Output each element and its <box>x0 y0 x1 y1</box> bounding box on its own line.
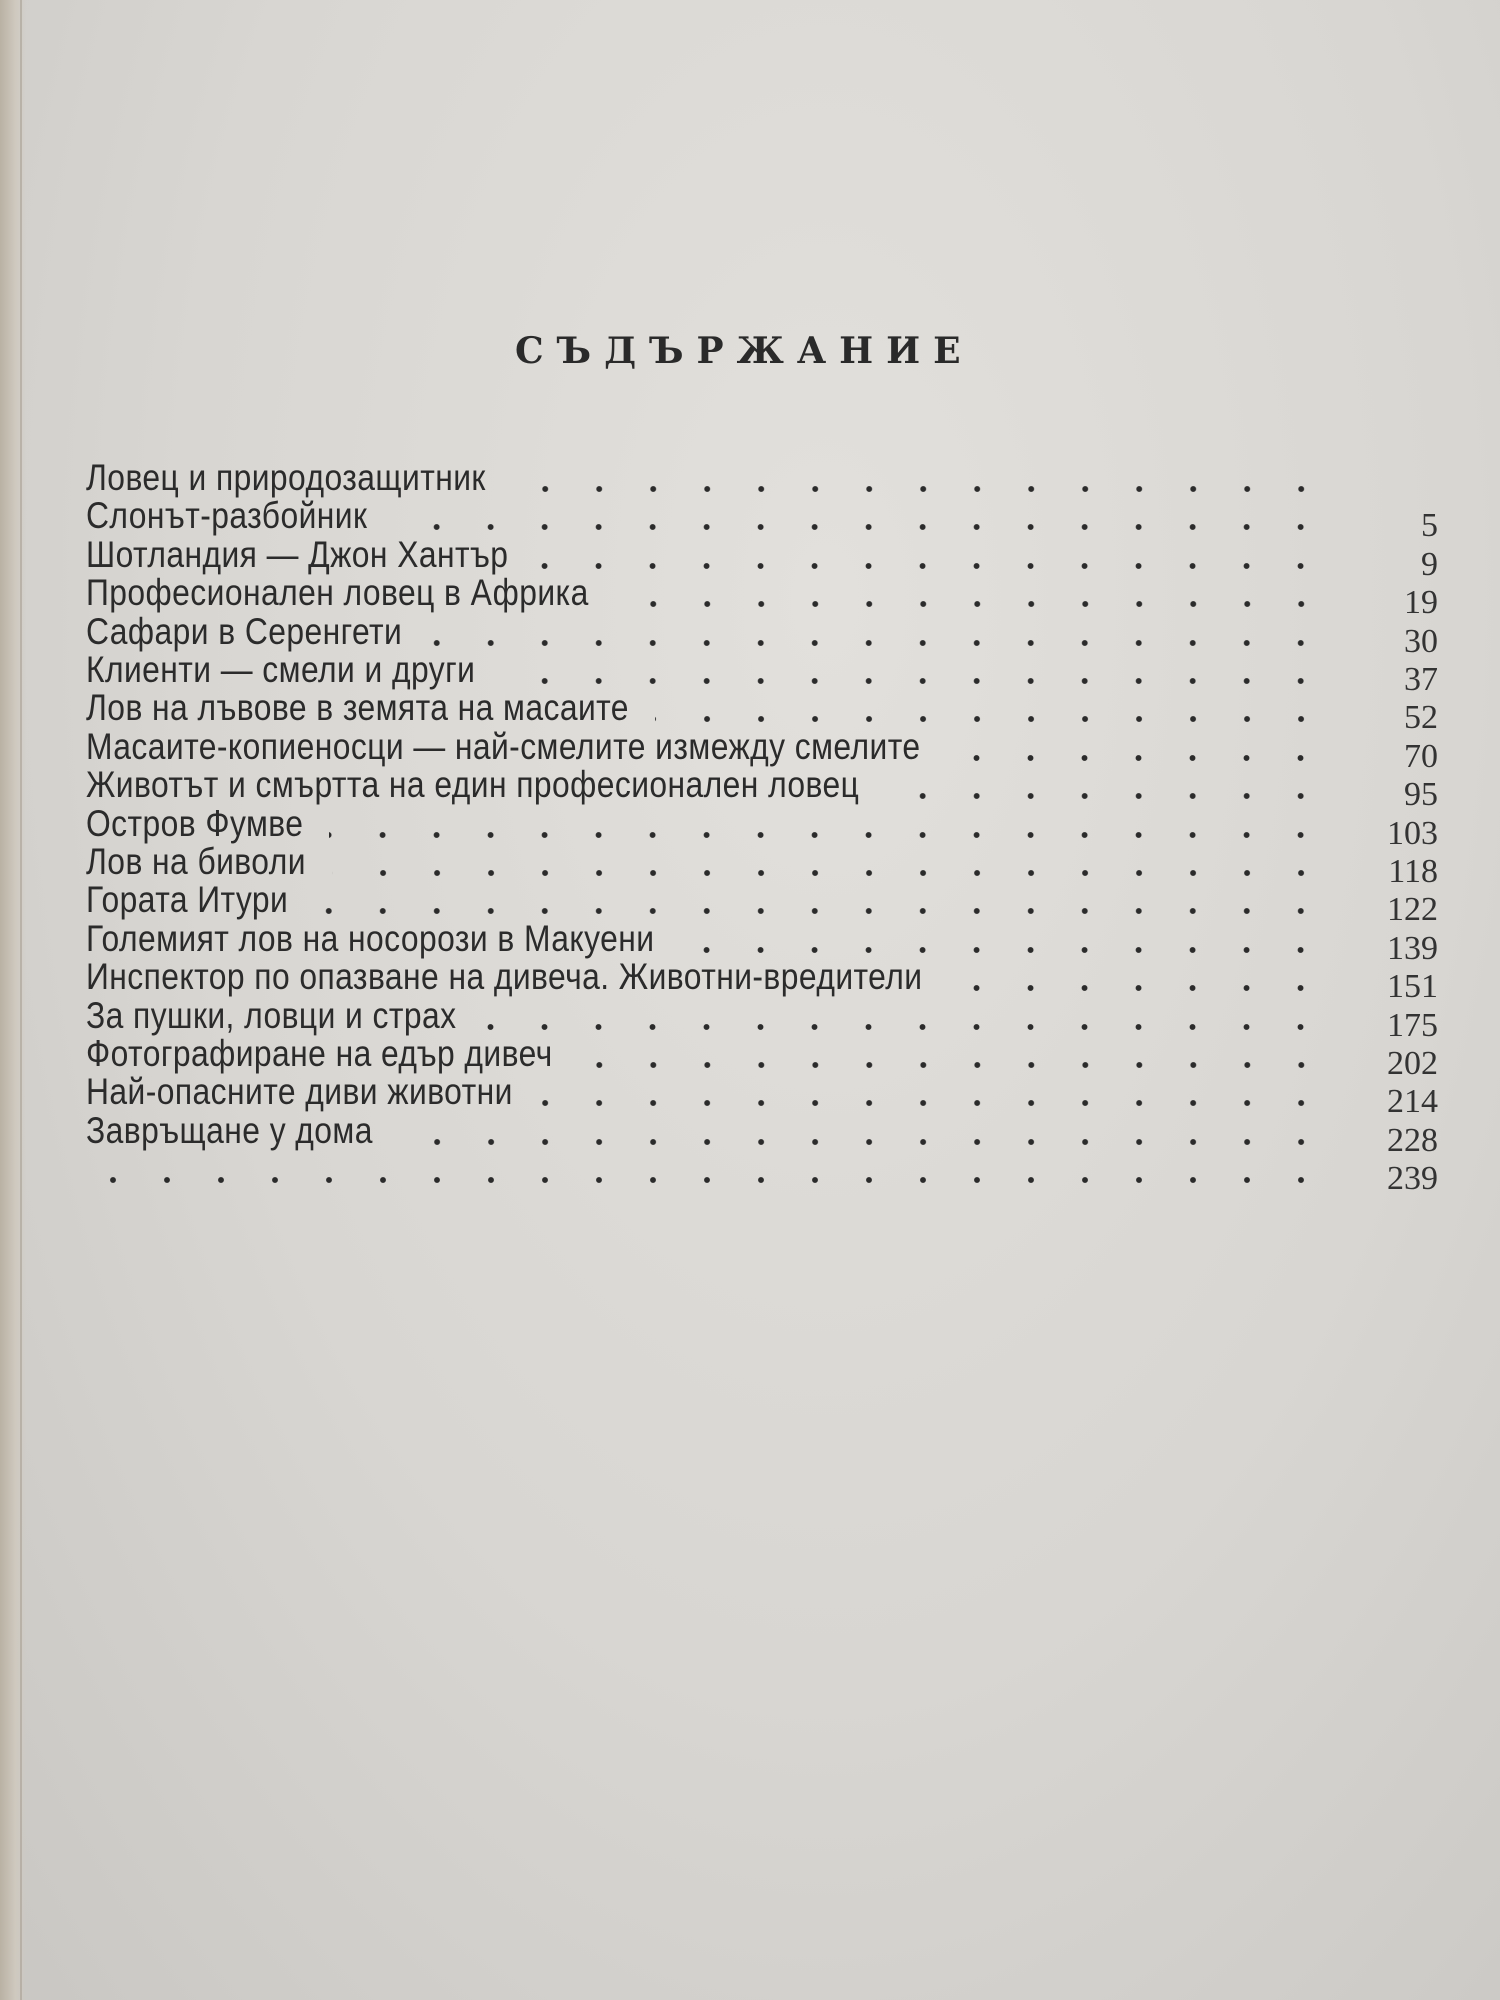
toc-entry <box>86 802 1438 852</box>
toc-dot-leader <box>539 1100 1328 1106</box>
toc-page-number: 37 <box>1404 661 1438 698</box>
toc-entry-title: Шотландия — Джон Хантър <box>86 533 509 575</box>
toc-entry <box>86 687 1438 737</box>
toc-entry-title: Слонът-разбойник <box>86 495 368 537</box>
toc-entry-title: Инспектор по опазване на дивеча. Животни-вредители <box>86 956 923 998</box>
toc-entry <box>86 1071 1438 1121</box>
toc-entry-title: Сафари в Серенгети <box>86 610 403 652</box>
toc-entry-title: Лов на лъвове в земята на масаите <box>86 687 629 729</box>
toc-page-number: 30 <box>1404 622 1438 660</box>
toc-entry <box>86 917 1438 967</box>
toc-dot-leader <box>393 524 1328 530</box>
toc-page-number: 95 <box>1404 776 1438 814</box>
toc-dot-leader <box>948 985 1328 991</box>
toc-page-number: 103 <box>1387 814 1438 852</box>
toc-page-number: 19 <box>1404 584 1438 622</box>
toc-entry <box>86 841 1438 890</box>
toc-entry <box>86 458 1438 498</box>
toc-dot-leader <box>655 716 1328 722</box>
toc-dot-leader <box>946 755 1328 761</box>
toc-entry <box>86 533 1438 583</box>
toc-entry <box>86 649 1438 698</box>
toc-entry-title: Масаите-копиеносци — най-смелите измежду смелите <box>86 725 921 767</box>
toc-page-number: 202 <box>1387 1045 1438 1082</box>
toc-dot-leader <box>329 832 1328 838</box>
toc-page-number: 239 <box>1387 1160 1438 1198</box>
toc-entry-title: Големият лов на носорози в Макуени <box>86 917 655 959</box>
toc-entry-title: Фотографиране на едър дивеч <box>86 1033 553 1074</box>
toc-heading: СЪДЪРЖАНИЕ <box>515 330 974 372</box>
toc-page-number: 151 <box>1387 968 1438 1006</box>
toc-page-number: 52 <box>1404 699 1438 737</box>
toc-entry-title: Гората Итури <box>86 879 289 921</box>
toc-page-number: 228 <box>1387 1121 1438 1159</box>
toc-page-number: 139 <box>1387 929 1438 967</box>
toc-entry-title: Завръщане у дома <box>86 1109 373 1151</box>
toc-dot-leader <box>512 486 1328 492</box>
toc-page-number: 118 <box>1388 853 1438 890</box>
toc-entry <box>86 956 1438 1006</box>
toc-dot-leader <box>534 563 1328 569</box>
toc-dot-leader <box>501 678 1328 684</box>
toc-entry-title: Професионален ловец в Африка <box>86 572 589 614</box>
toc-dot-leader <box>399 1139 1328 1145</box>
toc-entry <box>86 1149 1438 1198</box>
toc-page-number: 122 <box>1387 891 1438 929</box>
toc-entry <box>86 994 1438 1044</box>
toc-entry-title: Ловец и природозащитник <box>86 457 486 498</box>
toc-dot-leader <box>615 601 1328 607</box>
toc-entry-title: Лов на биволи <box>86 841 306 882</box>
toc-dot-leader <box>314 908 1328 914</box>
toc-entry <box>86 879 1438 929</box>
toc-entry <box>86 1109 1438 1159</box>
toc-page-number: 214 <box>1387 1083 1438 1121</box>
toc-entry <box>86 495 1438 545</box>
toc-dot-leader <box>428 640 1328 646</box>
toc-dot-leader <box>86 1177 1328 1183</box>
toc-dot-leader <box>332 870 1328 876</box>
toc-entry <box>86 1033 1438 1082</box>
toc-page-number: 175 <box>1387 1006 1438 1044</box>
toc-dot-leader <box>482 1024 1328 1030</box>
toc-entry-title: За пушки, ловци и страх <box>86 994 457 1036</box>
toc-page-number: 70 <box>1404 737 1438 775</box>
toc-dot-leader <box>680 947 1328 953</box>
toc-entry-title: Остров Фумве <box>86 802 304 844</box>
toc-page-number: 9 <box>1421 545 1438 583</box>
toc-entry-title: Животът и смъртта на един професионален ловец <box>86 764 860 806</box>
toc-entry-title: Клиенти — смели и други <box>86 649 476 690</box>
toc-entry <box>86 572 1438 622</box>
toc-dot-leader <box>885 793 1328 799</box>
toc-dot-leader <box>579 1062 1328 1068</box>
toc-entry-title: Най-опасните диви животни <box>86 1071 513 1113</box>
toc-entry <box>86 610 1438 660</box>
toc-page-number: 5 <box>1421 507 1438 545</box>
toc-entry <box>86 725 1438 775</box>
toc-entry <box>86 764 1438 814</box>
